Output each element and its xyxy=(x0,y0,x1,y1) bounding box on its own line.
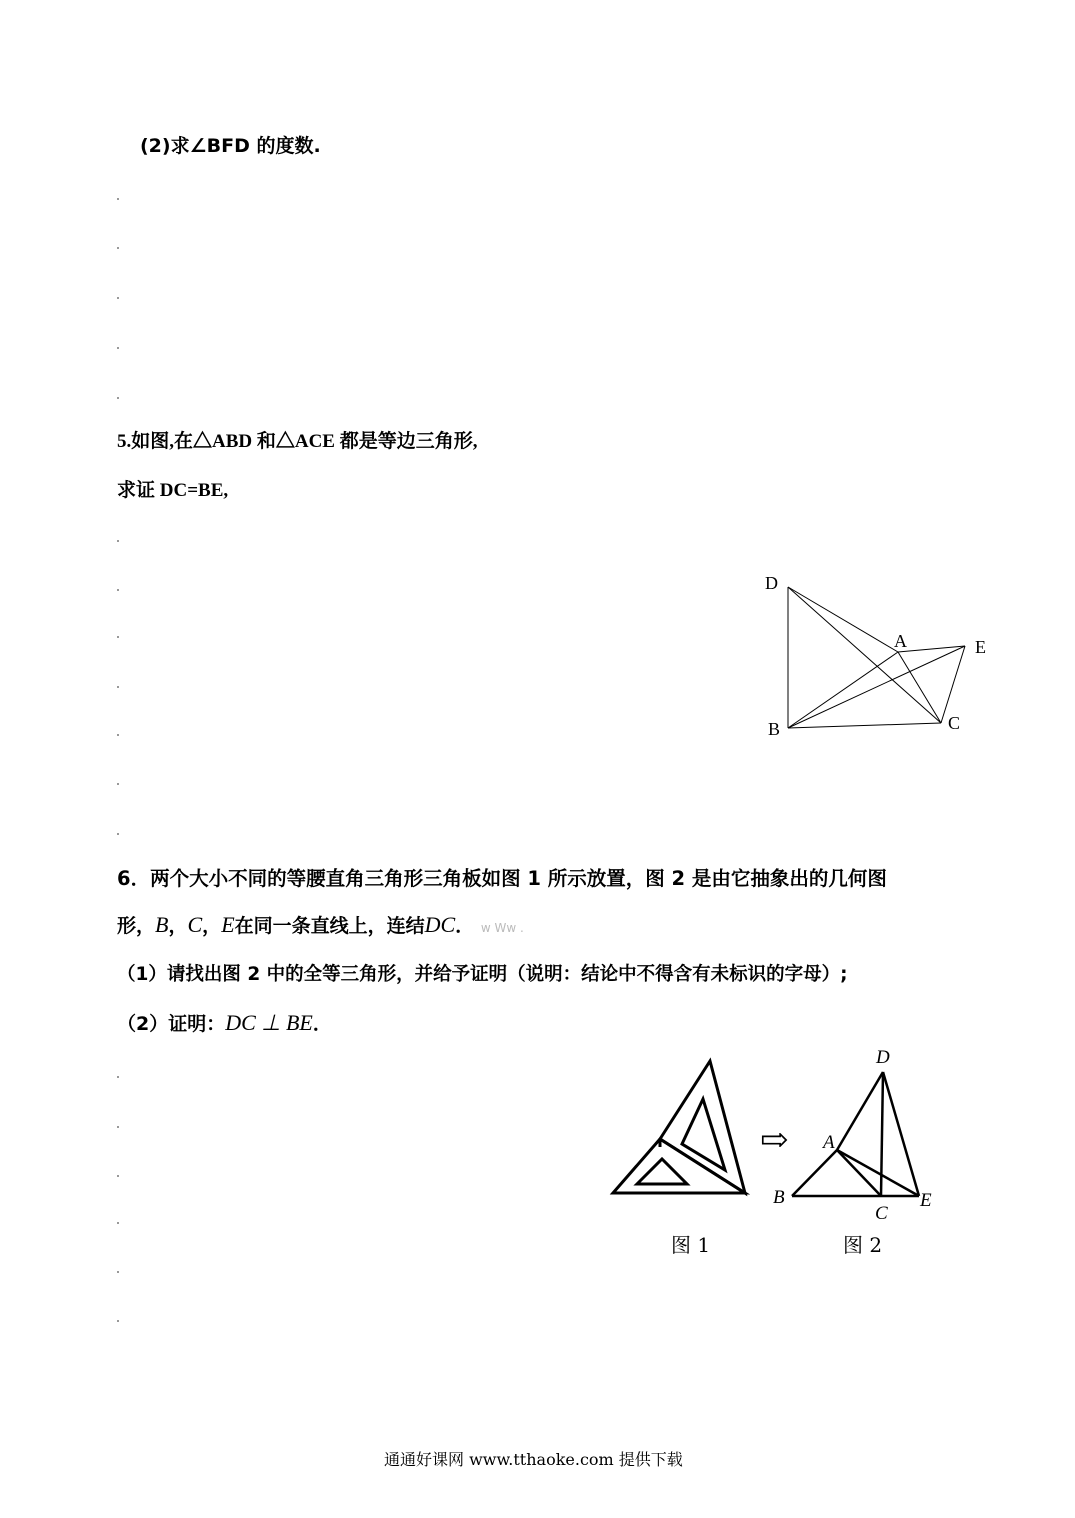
segment-AC xyxy=(898,652,941,723)
margin-dot xyxy=(117,783,119,785)
margin-dot xyxy=(117,686,119,688)
q6-line2: 形，B，C，E在同一条直线上，连结DC． w Ww . xyxy=(117,912,524,937)
label-A: A xyxy=(894,631,907,651)
caption-figure2: 图 2 xyxy=(843,1233,883,1257)
segment-DA xyxy=(788,587,898,652)
q4-part2: (2)求∠BFD 的度数. xyxy=(140,135,321,157)
small-set-square-inner xyxy=(637,1159,687,1184)
q6-figure2 xyxy=(780,1060,950,1210)
margin-dot xyxy=(117,297,119,299)
segment-DC xyxy=(788,587,941,723)
margin-dot xyxy=(117,397,119,399)
margin-dot xyxy=(117,636,119,638)
label-B: B xyxy=(768,719,781,739)
margin-dot xyxy=(117,1126,119,1128)
segment-BA xyxy=(788,652,898,728)
q6-line1: 6．两个大小不同的等腰直角三角形三角板如图 1 所示放置，图 2 是由它抽象出的几何图 xyxy=(117,867,887,890)
fig2-label-A: A xyxy=(823,1132,835,1153)
segment-DE xyxy=(883,1072,919,1196)
margin-dot xyxy=(117,247,119,249)
caption-figure1: 图 1 xyxy=(671,1233,711,1257)
segment-BE xyxy=(788,646,965,728)
margin-dot xyxy=(117,1222,119,1224)
segment-DC xyxy=(881,1072,883,1196)
segment-BA xyxy=(792,1150,837,1196)
q5-line1: 5.如图,在△ABD 和△ACE 都是等边三角形, xyxy=(117,431,478,452)
margin-dot xyxy=(117,347,119,349)
margin-dot xyxy=(117,1271,119,1273)
big-set-square-outer xyxy=(660,1061,745,1193)
q6-part2: （2）证明：DC ⊥ BE． xyxy=(117,1010,332,1035)
margin-dot xyxy=(117,589,119,591)
label-D: D xyxy=(765,573,778,593)
margin-dot xyxy=(117,833,119,835)
margin-dot xyxy=(117,540,119,542)
fig2-label-E: E xyxy=(920,1190,932,1211)
margin-dot xyxy=(117,1175,119,1177)
label-C: C xyxy=(948,713,961,733)
margin-dot xyxy=(117,1320,119,1322)
arrow-icon: ⇨ xyxy=(760,1120,789,1160)
big-set-square-inner xyxy=(682,1099,725,1170)
segment-AC xyxy=(837,1150,881,1196)
label-E: E xyxy=(975,637,986,657)
fig2-label-C: C xyxy=(875,1203,888,1224)
segment-BC xyxy=(788,723,941,728)
q6-figure1 xyxy=(605,1055,755,1200)
footer-text: 通通好课网 www.tthaoke.com 提供下载 xyxy=(384,1450,683,1469)
q5-line2: 求证 DC=BE, xyxy=(117,480,229,501)
fig2-label-B: B xyxy=(773,1187,785,1208)
segment-EC xyxy=(941,646,965,723)
q6-part1: （1）请找出图 2 中的全等三角形，并给予证明（说明：结论中不得含有未标识的字母）; xyxy=(117,964,848,985)
q5-figure xyxy=(755,565,1005,750)
margin-dot xyxy=(117,198,119,200)
margin-dot xyxy=(117,734,119,736)
margin-dot xyxy=(117,1076,119,1078)
fig2-label-D: D xyxy=(876,1047,890,1068)
segment-AD xyxy=(837,1072,883,1150)
